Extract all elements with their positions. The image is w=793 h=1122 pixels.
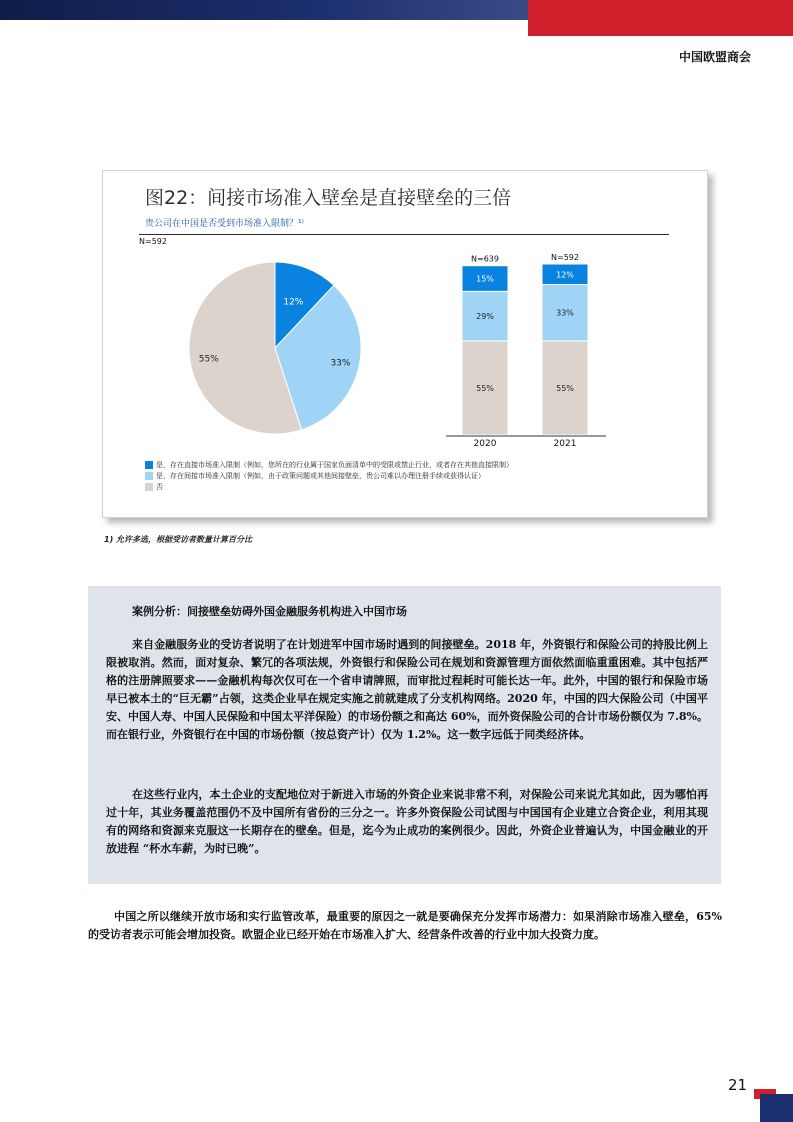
case-study-title: 案例分析：间接壁垒妨碍外国金融服务机构进入中国市场 — [132, 605, 407, 618]
bar-value-label-2021-3: 12% — [556, 270, 574, 280]
pie-label-2: 33% — [330, 358, 351, 369]
case-study-box — [88, 586, 721, 884]
page-number: 21 — [728, 1076, 748, 1094]
figure-subtitle: 贵公司在中国是否受到市场准入限制？¹⁾ — [145, 219, 304, 229]
header-band-red — [528, 0, 793, 36]
figure-panel — [102, 170, 708, 518]
bar-category-2021: 2021 — [553, 439, 577, 449]
case-study-paragraph-1: 来自金融服务业的受访者说明了在计划进军中国市场时遇到的间接壁垒。2018 年，外资银行和保险公司的持股比例上限被取消。然而，面对复杂、繁冗的各项法规，外资银行和保险公司在规划和资源管理方面依然面临重重困难。其中包括严格的注册牌照要求——金融机构每次仅可在一个省申请牌照，而审批过程耗时可能长达一年。此外，中国的银行和保险市场早已被本土的“巨无霸”占领，这类企业早在规定实施之前就建成了分支机构网络。2020 年，中国的四大保险公司（中国平安、中国人寿、中国人民保险和中国太平洋保险）的市场份额之和高达 60%，而外资保险公司的合计市场份额仅为 7.8%。 而在银行业，外资银行在中国的市场份额（按总资产计）仅为 1.2%。这一数字远低于同类经济体。 — [106, 638, 709, 741]
legend-item-1 — [145, 459, 513, 470]
figure-title: 图22：间接市场准入壁垒是直接壁垒的三倍 — [145, 187, 512, 209]
legend-swatch — [145, 483, 153, 491]
bar-category-2020: 2020 — [473, 439, 497, 449]
bar-value-label-2021-1: 55% — [556, 383, 574, 393]
body-paragraph: 中国之所以继续开放市场和实行监管改革，最重要的原因之一就是要确保充分发挥市场潜力：如果消除市场准入壁垒，65% 的受访者表示可能会增加投资。欧盟企业已经开始在市场准入扩大、经营条件改善的行业中加大投资力度。 — [88, 910, 722, 941]
legend-label: 是，存在直接市场准入限制（例如，您所在的行业属于国家负面清单中的受限或禁止行业，或者存在其他直接限制） — [156, 460, 513, 469]
footer-corner-navy — [760, 1094, 793, 1122]
legend-label: 是，存在间接市场准入限制（例如，由于政策问题或其他间接壁垒，贵公司难以办理注册手续或获得认证） — [156, 471, 485, 480]
bar-value-label-2020-3: 15% — [476, 274, 494, 284]
bar-value-label-2021-2: 33% — [556, 308, 574, 318]
chart-legend — [145, 459, 513, 492]
legend-swatch — [145, 472, 153, 480]
bar-value-label-2020-1: 55% — [476, 383, 494, 393]
pie-sample-size: N=592 — [139, 237, 167, 246]
header-band-navy — [0, 0, 528, 20]
legend-item-2 — [145, 470, 513, 481]
bar-value-label-2020-2: 29% — [476, 312, 494, 322]
legend-swatch — [145, 461, 153, 469]
bar-n-label-2020: N=639 — [471, 254, 499, 264]
figure-footnote: 1) 允许多选，根据受访者数量计算百分比 — [104, 535, 253, 544]
case-study-paragraph-2: 在这些行业内，本土企业的支配地位对于新进入市场的外资企业来说非常不利，对保险公司来说尤其如此，因为哪怕再过十年，其业务覆盖范围仍不及中国所有省份的三分之一。许多外资保险公司试图与中国国有企业建立合资企业，利用其现有的网络和资源来克服这一长期存在的壁垒。但是，迄今为止成功的案例很少。因此，外资企业普遍认为，中国金融业的开放进程 “杯水车薪，为时已晚”。 — [106, 788, 708, 855]
bar-n-label-2021: N=592 — [551, 253, 579, 262]
legend-label: 否 — [156, 482, 163, 491]
pie-label-1: 12% — [283, 297, 304, 308]
legend-item-3 — [145, 481, 513, 492]
pie-label-3: 55% — [198, 354, 219, 365]
organization-name: 中国欧盟商会 — [678, 50, 751, 64]
